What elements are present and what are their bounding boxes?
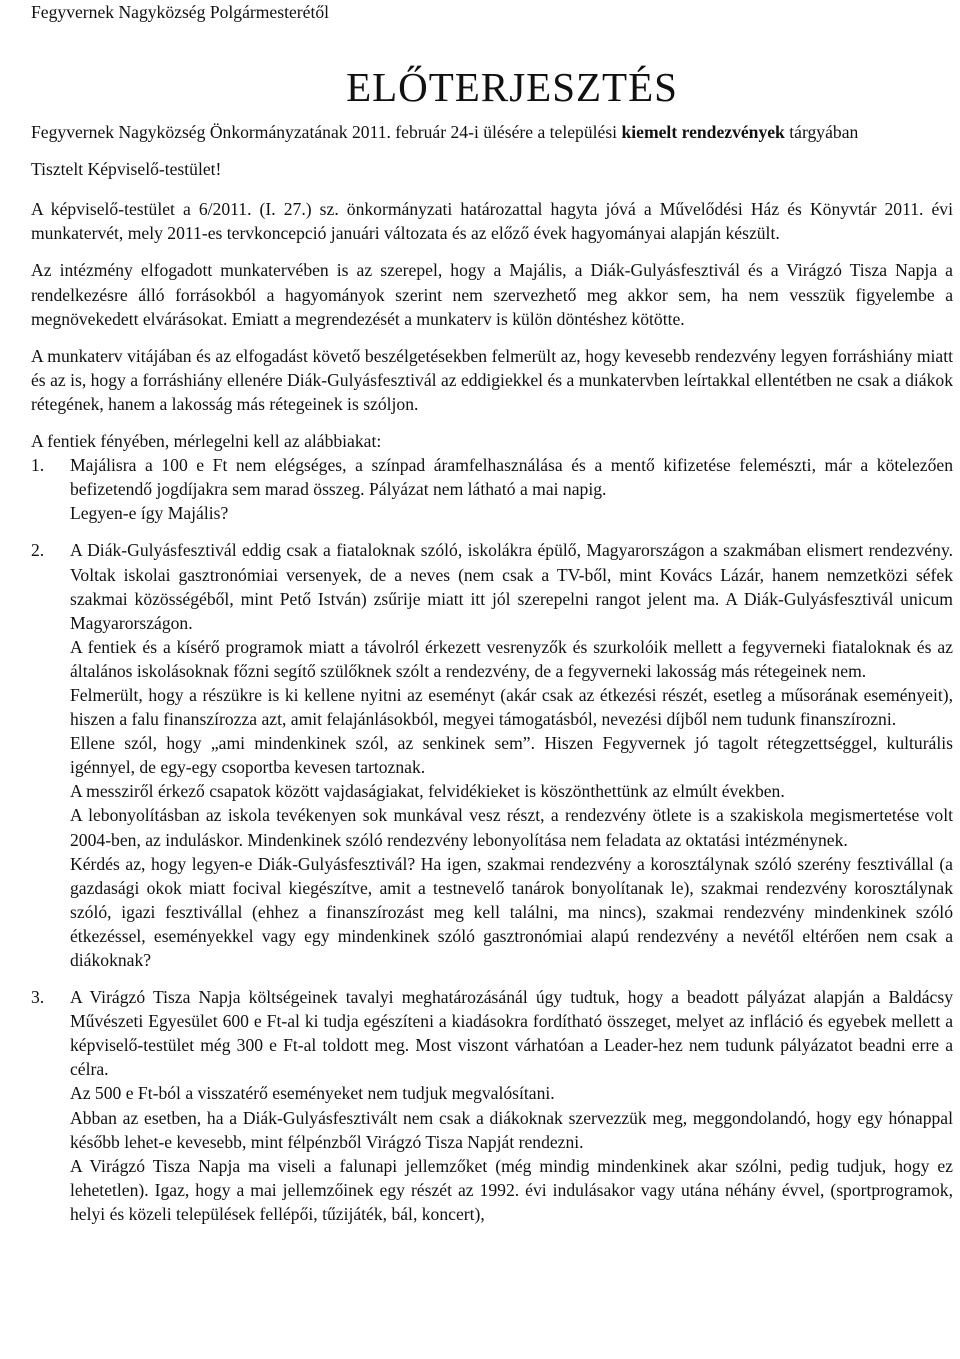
item-paragraph: Majálisra a 100 e Ft nem elégséges, a színpad áramfelhasználása és a mentő kifizetése felemészti, már a kötelezően befizetendő jogdíjakra sem marad összeg. Pályázat nem látható a mai napig. — [70, 455, 953, 500]
list-item-virágzó-tisza-napja — [31, 985, 953, 1226]
subject-bold: kiemelt rendezvények — [621, 122, 785, 143]
paragraph-consider: A fentiek fényében, mérlegelni kell az alábbiakat: — [31, 431, 382, 452]
subject-line — [31, 120, 953, 144]
item-paragraph: Abban az esetben, ha a Diák-Gulyásfesztivált nem csak a diákoknak szervezzük meg, meggondolandó, hogy egy hónappal később lehet-e kevesebb, mint félpénzből Virágzó Tisza Napját rendezni. — [70, 1107, 953, 1152]
item-paragraph: Az 500 e Ft-ból a visszatérő eseményeket nem tudjuk megvalósítani. — [70, 1083, 555, 1104]
document-title: ELŐTERJESZTÉS — [346, 64, 678, 111]
item-paragraph: A messziről érkező csapatok között vajdaságiakat, felvidékieket is köszönthettünk az elmúlt években. — [70, 781, 785, 802]
item-paragraph: Kérdés az, hogy legyen-e Diák-Gulyásfesztivál? Ha igen, szakmai rendezvény a korosztálynak szóló szerény fesztivállal (a gazdasági okok miatt focival kiegészítve, amit a testnevelő tanárok bonyolítanak le), szakmai rendezvény korosztálynak szóló, igazi fesztivállal (ehhez a finanszírozást meg kell találni, ma nincs), szakmai rendezvény mindenkinek szóló étkezéssel, eseményekkel vagy egy mindenkinek szóló gasztronómiai alapú rendezvény a nevétől eltérően nem csak a diákoknak? — [70, 853, 953, 970]
item-paragraph: A Virágzó Tisza Napja költségeinek tavalyi meghatározásánál úgy tudtuk, hogy a beadott pályázat alapján a Baldácsy Művészeti Egyesület 600 e Ft-al ki tudja egészíteni a kiadásokra fordítható összeget, melyet az infláció és egyebek mellett a képviselő-testület még 300 e Ft-al toldott meg. Most viszont várhatóan a Leader-hez nem tudunk pályázatot beadni erre a célra. — [70, 987, 953, 1080]
list-number: 1. — [31, 455, 45, 476]
item-paragraph: Ellene szól, hogy „ami mindenkinek szól, az senkinek sem”. Hiszen Fegyvernek jó tagolt rétegzettséggel, kulturális igénnyel, de egy-egy csoportba kevesen tartoznak. — [70, 733, 953, 778]
paragraph-workplan: Az intézmény elfogadott munkatervében is az szerepel, hogy a Majális, a Diák-Gulyásfesztivál és a Virágzó Tisza Napja a rendelkezésre álló forrásokból a hagyományok szerint nem szervezhető meg akkor sem, ha nem vesszük figyelembe a megnövekedett elvárásokat. Emiatt a megrendezését a munkaterv is külön döntéshez kötötte. — [31, 260, 953, 329]
item-paragraph: A Diák-Gulyásfesztivál eddig csak a fiataloknak szóló, iskolákra épülő, Magyarországon a szakmában elismert rendezvény. Voltak iskolai gasztronómiai versenyek, de a neves (nem csak a TV-ből, mint Kovács Lázár, hanem nemzetközi séfek szakmai közösségéből, mint Pető István) zsűrije miatt itt jól szerepelni rangot jelent ma. A Diák-Gulyásfesztivál unicum Magyarországon. — [70, 540, 953, 633]
subject-pre: Fegyvernek Nagyközség Önkormányzatának 2011. február 24-i ülésére a települési — [31, 122, 622, 143]
considerations-list — [31, 453, 953, 1226]
sender-line: Fegyvernek Nagyközség Polgármesterétől — [31, 2, 330, 22]
paragraph-debate: A munkaterv vitájában és az elfogadást követő beszélgetésekben felmerült az, hogy kevesebb rendezvény legyen forráshiány miatt és az is, hogy a forráshiány ellenére Diák-Gulyásfesztivál az eddigiekkel és a munkatervben leírtakkal ellentétben ne csak a diákok rétegének, hanem a lakosság más rétegeinek is szóljon. — [31, 345, 953, 414]
item-paragraph: Legyen-e így Majális? — [70, 503, 229, 524]
list-number: 2. — [31, 540, 45, 561]
list-item-gulyasfesztival — [31, 538, 953, 972]
salutation: Tisztelt Képviselő-testület! — [31, 159, 222, 180]
list-number: 3. — [31, 987, 45, 1008]
list-item-majalis — [31, 453, 953, 525]
item-paragraph: A fentiek és a kísérő programok miatt a távolról érkezett vesrenyzők és szurkolóik mellett a fegyverneki fiataloknak és az általános iskolásoknak főzni segítő szülőknek szólt a rendezvény, de a fegyverneki lakosság más rétegeinek nem. — [70, 636, 953, 681]
subject-post: tárgyában — [784, 122, 859, 143]
item-paragraph: Felmerült, hogy a részükre is ki kellene nyitni az eseményt (akár csak az étkezési részét, esetleg a műsorának eseményeit), hiszen a falu finanszírozza azt, amit felajánlásokból, megyei támogatásból, nevezési díjből nem tudunk finanszírozni. — [70, 684, 953, 730]
item-paragraph: A Virágzó Tisza Napja ma viseli a falunapi jellemzőket (még mindig mindenkinek akar szólni, pedig tudjuk, hogy ez lehetetlen). Igaz, hogy a mai jellemzőinek egy részét az 1992. évi indulásakor vagy utána néhány évvel, (sportprogramok, helyi és közeli települések fellépői, tűzijáték, bál, koncert), — [70, 1155, 953, 1224]
document-page — [31, 0, 953, 1226]
paragraph-intro: A képviselő-testület a 6/2011. (I. 27.) sz. önkormányzati határozattal hagyta jóvá a Művelődési Ház és Könyvtár 2011. évi munkatervét, mely 2011-es tervkoncepció januári változata és az előző évek hagyományai alapján készült. — [31, 199, 953, 244]
item-paragraph: A lebonyolításban az iskola tevékenyen sok munkával vesz részt, a rendezvény ötlete is a szakiskola megismertetése volt 2004-ben, az induláskor. Mindenkinek szóló rendezvény lebonyolítása nem feladata az oktatási intézménynek. — [70, 805, 953, 850]
